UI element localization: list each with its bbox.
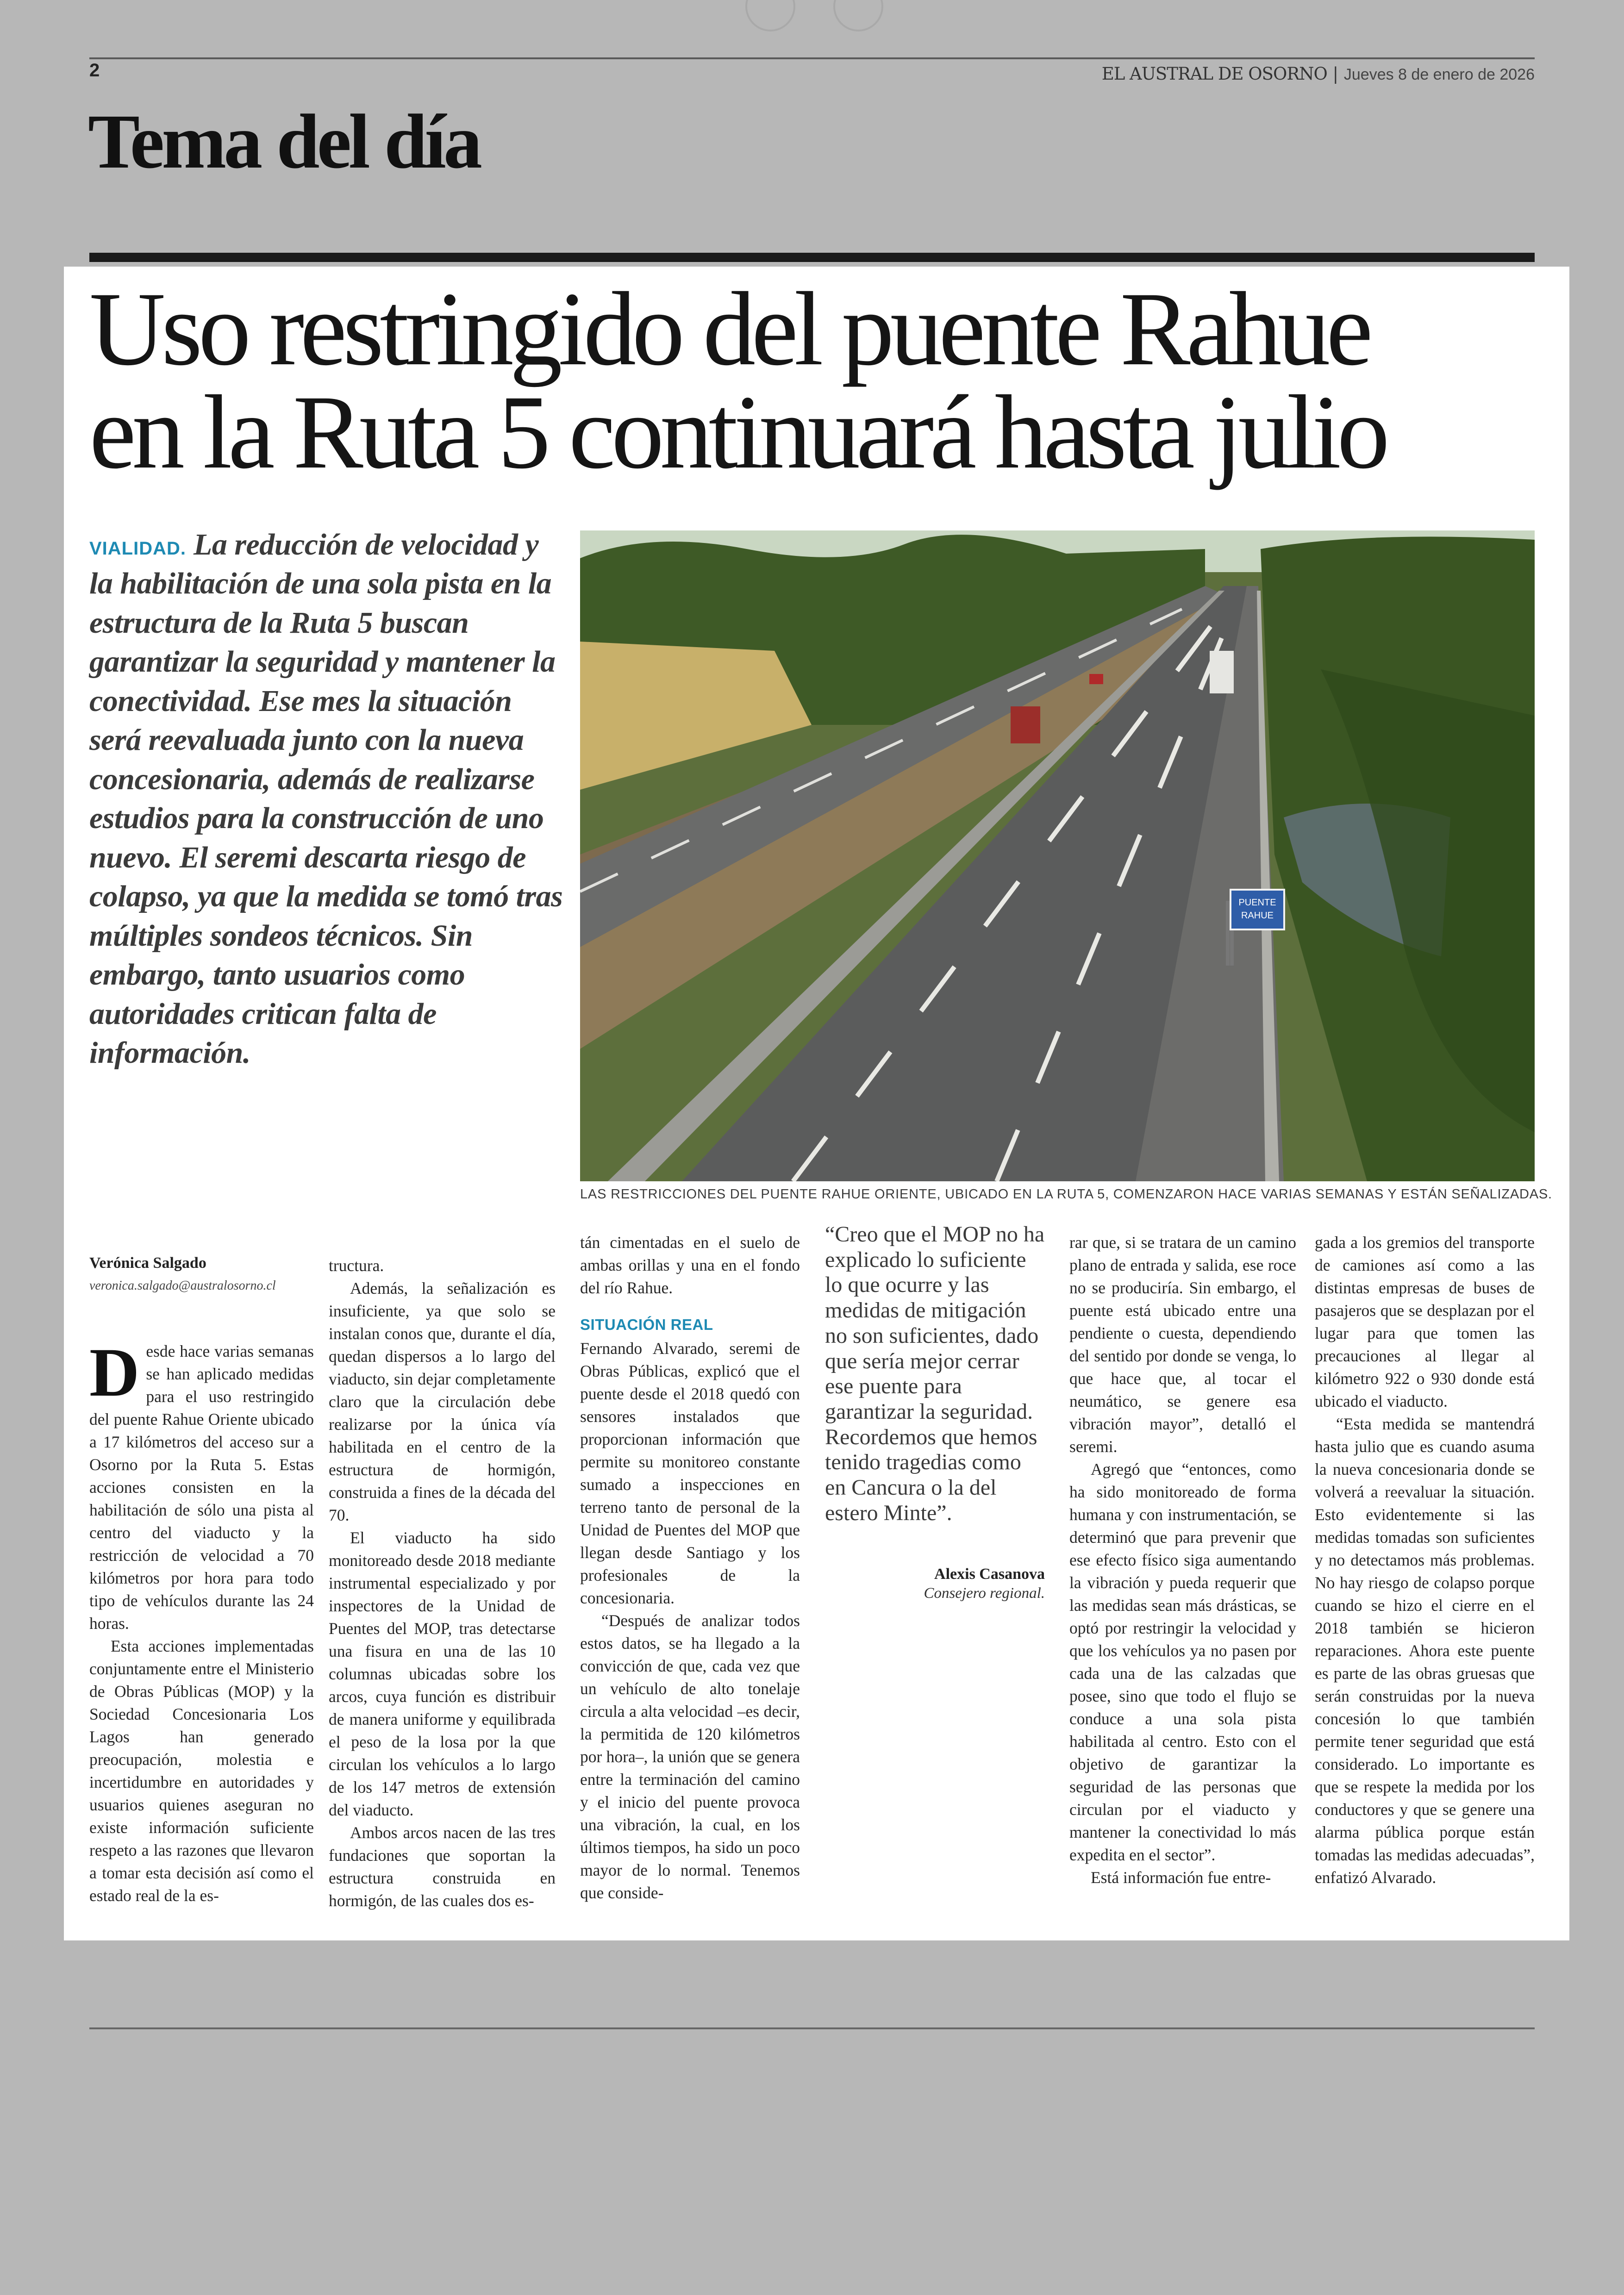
body-paragraph: “Después de analizar todos estos datos, se ha llegado a la convicción de que, cada vez que un vehículo de alto tonelaje circula a alta velocidad –es decir, la permitida de 120 kilómetros por hora–, la unión que se genera entre la terminación del camino y el inicio del puente provoca una vibración, la cual, en los últimos tiempos, ha sido un poco mayor de lo normal. Tenemos que conside- bbox=[580, 1611, 800, 1902]
drop-cap: D bbox=[89, 1334, 140, 1411]
body-paragraph bbox=[89, 1334, 314, 1635]
body-text: esde hace varias semanas se han aplicado medidas para el uso restringido del puente Rahue Oriente ubicado a 17 kilómetros del acceso sur a Osorno por la Ruta 5. Estas acciones consisten en la habilitación de sólo una pista al centro del viaducto y la restricción de velocidad a 70 kilómetros por hora para todo tipo de vehículos durante las 24 horas. bbox=[89, 1342, 314, 1633]
body-paragraph: Esta acciones implementadas conjuntamente entre el Ministerio de Obras Públicas (MOP) y la Sociedad Concesionaria Los Lagos han generado preocupación, molestia e incertidumbre en autoridades y usuarios quienes aseguran no existe información suficiente respeto a las razones que llevaron a tomar esta decisión así como el estado real de la es- bbox=[89, 1636, 314, 1905]
road-sign-line-1: PUENTE bbox=[1238, 898, 1276, 908]
subhead: SITUACIÓN REAL bbox=[580, 1316, 713, 1333]
kicker: VIALIDAD. bbox=[89, 538, 186, 559]
body-paragraph: rar que, si se tratara de un camino plano de entrada y salida, ese roce no se produciría. Sin embargo, el puente está ubicado entre una pendiente o cuesta, dependiendo del sentido por donde se venga, lo que hace que, al tocar el neumático, se genere esa vibración mayor”, detalló el seremi. bbox=[1069, 1233, 1296, 1456]
road-sign-line-2: RAHUE bbox=[1241, 911, 1274, 921]
body-paragraph: Fernando Alvarado, seremi de Obras Públicas, explicó que el puente desde el 2018 quedó con sensores instalados que proporcionan información que permite su monitoreo constante sumado a inspecciones en terreno tanto de personal de la Unidad de Puentes del MOP que llegan desde Santiago y los profesionales de la concesionaria. bbox=[580, 1339, 800, 1607]
body-paragraph: Además, la señalización es insuficiente, ya que solo se instalan conos que, durante el día, quedan dispersos a lo largo del viaducto, sin dejar completamente claro que la circulación debe realizarse por la única vía habilitada en el centro de la estructura de hormigón, construida a fines de la década del 70. bbox=[329, 1278, 556, 1524]
masthead bbox=[1102, 64, 1535, 84]
headline-line-2: en la Ruta 5 continuará hasta julio bbox=[89, 374, 1386, 491]
body-column-2 bbox=[329, 1254, 556, 1912]
body-column-1 bbox=[89, 1334, 314, 1907]
author-email[interactable]: veronica.salgado@australosorno.cl bbox=[89, 1278, 276, 1293]
body-paragraph: gada a los gremios del transporte de camiones así como a las distintas empresas de buses de pasajeros que se desplazan por el lugar para que tomen las precauciones al llegar al kilómetro 922 o 930 donde está ubicado el viaducto. bbox=[1315, 1233, 1535, 1410]
body-column-5 bbox=[1069, 1231, 1296, 1889]
bridge-photo-illustration bbox=[580, 530, 1535, 1181]
body-paragraph: tán cimentadas en el suelo de ambas orillas y una en el fondo del río Rahue. bbox=[580, 1233, 800, 1297]
headline bbox=[89, 271, 1538, 491]
quote-attribution bbox=[825, 1565, 1045, 1602]
body-column-3 bbox=[580, 1231, 800, 1904]
bridge-photo bbox=[580, 530, 1535, 1181]
section-title: Tema del día bbox=[88, 99, 480, 185]
page-number: 2 bbox=[89, 60, 100, 81]
body-paragraph: “Esta medida se mantendrá hasta julio que es cuando asuma la nueva concesionaria donde se volverá a reevaluar la situación. Esto evidentemente si las medidas tomadas son suficientes y no detectamos más problemas. No hay riesgo de colapso porque cuando se hizo el cierre en el 2018 también se hicieron reparaciones. Ahora este puente es parte de las obras gruesas que serán construidas por la nueva concesión lo que también permite tener seguridad que está considerado. Lo importante es que se respete la medida por los conductores y que se genere una alarma pública porque están tomadas las medidas adecuadas”, enfatizó Alvarado. bbox=[1315, 1414, 1535, 1887]
top-rule bbox=[89, 57, 1535, 59]
pull-quote bbox=[825, 1222, 1045, 1526]
body-paragraph: tructura. bbox=[329, 1256, 384, 1275]
section-rule bbox=[89, 253, 1535, 262]
issue-date: Jueves 8 de enero de 2026 bbox=[1343, 66, 1535, 83]
bottom-rule bbox=[89, 2027, 1535, 2029]
author-name: Verónica Salgado bbox=[89, 1254, 206, 1272]
body-column-6 bbox=[1315, 1231, 1535, 1889]
page-nav-next-icon[interactable] bbox=[833, 0, 883, 31]
quote-author: Alexis Casanova bbox=[934, 1565, 1045, 1583]
quote-role: Consejero regional. bbox=[924, 1585, 1045, 1602]
lead-paragraph bbox=[89, 525, 566, 1073]
body-paragraph: Agregó que “entonces, como ha sido monitoreado de forma humana y con instrumentación, se determinó que para prevenir que ese efecto físico siga aumentando la vibración y pueda requerir que las medidas sean más drásticas, se optó por restringir la velocidad y que los vehículos ya no pasen por cada una de las calzadas que posee, sino que todo el flujo se conduce a una sola pista habilitada al centro. Esto con el objetivo de garantizar la seguridad de las personas que circulan por el viaducto y mantener la conectividad lo más expedita en el sector”. bbox=[1069, 1459, 1296, 1864]
masthead-separator: | bbox=[1332, 64, 1344, 84]
body-paragraph: El viaducto ha sido monitoreado desde 2018 mediante instrumental especializado y por inspectores de la Unidad de Puentes del MOP, tras detectarse una fisura en una de las 10 columnas ubicadas sobre los arcos, cuya función es distribuir de manera uniforme y equilibrada el peso de la losa por la que circulan los vehículos a lo largo de los 147 metros de extensión del viaducto. bbox=[329, 1528, 556, 1819]
byline bbox=[89, 1254, 314, 1293]
photo-caption: LAS RESTRICCIONES DEL PUENTE RAHUE ORIENTE, UBICADO EN LA RUTA 5, COMENZARON HACE VARIAS SEMANAS Y ESTÁN SEÑALIZADAS. bbox=[580, 1187, 1552, 1202]
headline-line-1: Uso restringido del puente Rahue bbox=[89, 271, 1369, 387]
body-paragraph: Ambos arcos nacen de las tres fundaciones que soportan la estructura construida en hormigón, de las cuales dos es- bbox=[329, 1823, 556, 1910]
body-paragraph: Está información fue entre- bbox=[1091, 1868, 1271, 1887]
lead-text: La reducción de velocidad y la habilitación de una sola pista en la estructura de la Ruta 5 buscan garantizar la seguridad y mantener la conectividad. Ese mes la situación será reevaluada junto con la nueva concesionaria, además de realizarse estudios para la construcción de uno nuevo. El seremi descarta riesgo de colapso, ya que la medida se tomó tras múltiples sondeos técnicos. Sin embargo, tanto usuarios como autoridades critican falta de información. bbox=[89, 528, 563, 1070]
publication-name: EL AUSTRAL DE OSORNO bbox=[1101, 64, 1327, 84]
page-nav-prev-icon[interactable] bbox=[745, 0, 795, 31]
pull-quote-text: “Creo que el MOP no ha explicado lo suficiente lo que ocurre y las medidas de mitigación no son suficientes, dado que sería mejor cerrar ese puente para garantizar la seguridad. Recordemos que hemos tenido tragedias como en Cancura o la del estero Minte”. bbox=[825, 1222, 1045, 1525]
